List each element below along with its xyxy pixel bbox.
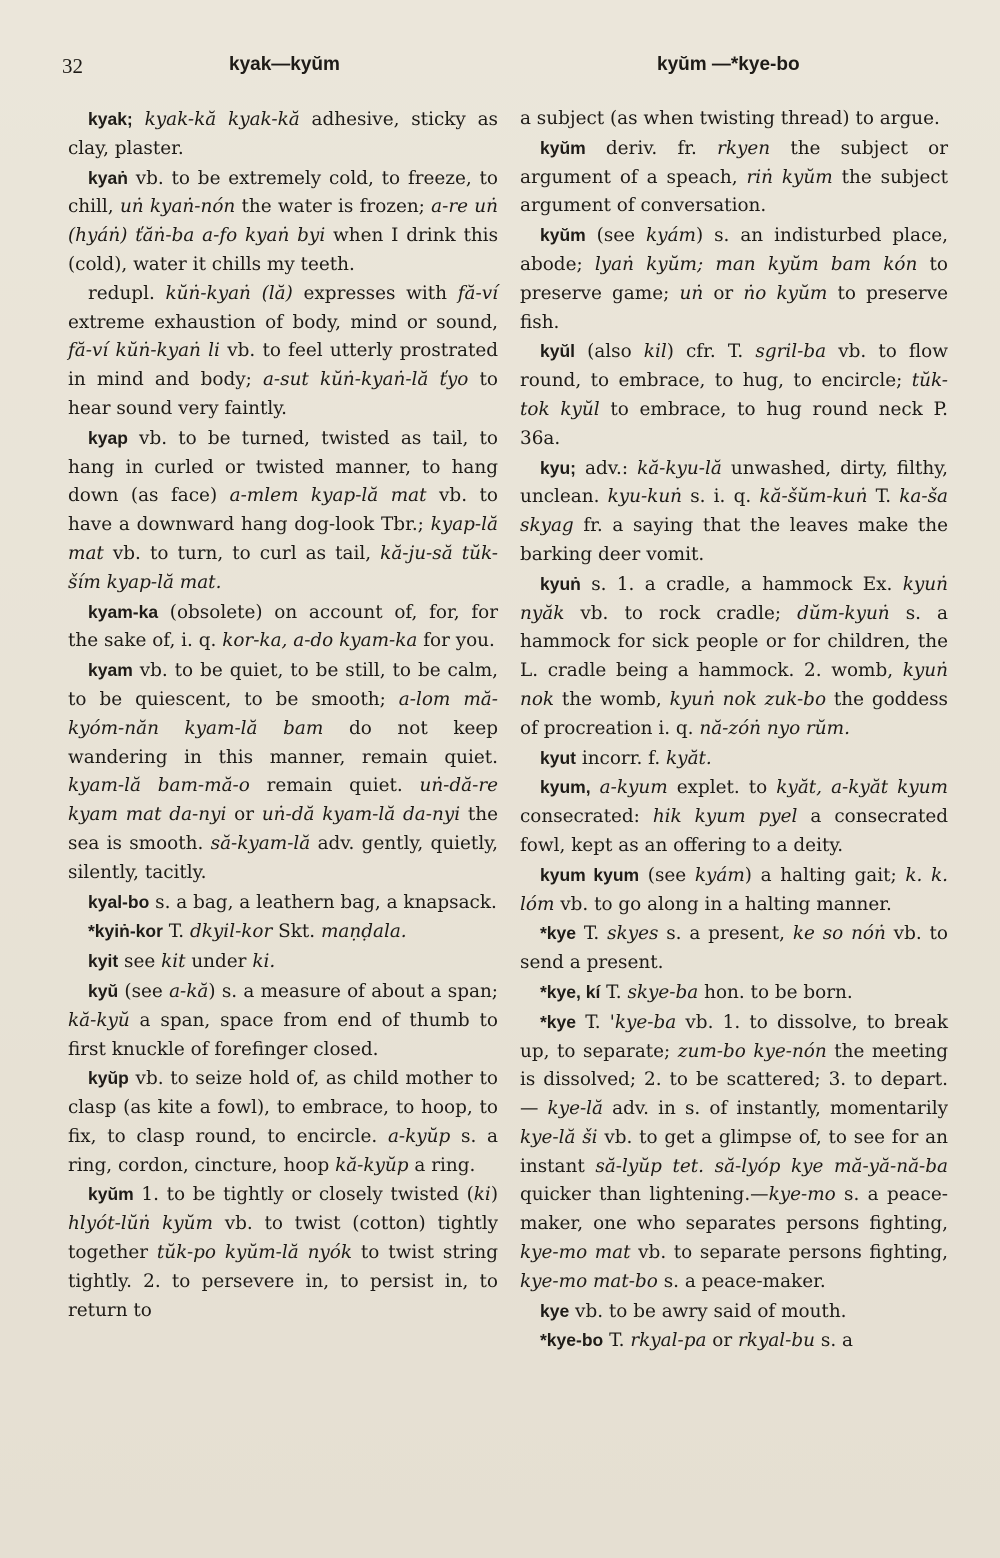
italic-term: maṇḍala. [320, 921, 407, 943]
headword: kyu; [540, 457, 576, 478]
italic-term: dkyil-kor [190, 921, 273, 943]
italic-term: k. k. lóm [520, 864, 949, 915]
entry-text: redupl. [88, 282, 166, 304]
italic-term: kă-šŭm-kuṅ [759, 486, 868, 508]
entry-text: (see [639, 864, 695, 886]
entry-text: the subject or argument of a speach, [520, 137, 948, 188]
right-guide-word: kyŭm —*kye-bo [657, 54, 800, 75]
italic-term: tŭk-po kyŭm-lă nyók [156, 1242, 353, 1264]
italic-term: a-lom mă-kyóm-năn kyam-lă bam [68, 688, 498, 739]
entry-text: unwashed, dirty, filthy, unclean. [520, 457, 948, 508]
dictionary-entry [68, 280, 498, 424]
entry-text: under [185, 951, 253, 973]
entry-text [591, 777, 600, 798]
italic-term: lyaṅ kyŭm; man kyŭm bam kón [594, 253, 918, 275]
dictionary-entry [68, 105, 498, 164]
entry-text: adhesive, sticky as clay, plaster. [68, 109, 498, 159]
dictionary-entry [520, 861, 948, 920]
dictionary-entry [68, 917, 498, 947]
italic-term: uṅ-dă kyam-lă da-nyi [261, 804, 461, 826]
entry-text: T. [162, 921, 190, 943]
italic-term: kă-kyŭp [335, 1154, 409, 1176]
italic-term: ṅo kyŭm [743, 282, 828, 304]
entry-text: (see [118, 980, 170, 1002]
entry-text: expresses with [292, 282, 458, 304]
italic-term: hik kyum pyel [652, 806, 798, 828]
dictionary-entry [520, 454, 948, 570]
italic-term: kyak-kă kyak-kă [144, 109, 300, 130]
italic-term: ke so nóṅ [792, 923, 886, 945]
italic-term: a-re uṅ (hyáṅ) ťăṅ-ba a-fo kyaṅ byi [68, 196, 499, 247]
italic-term: a-kyŭp [387, 1125, 451, 1147]
italic-term: kye-lă [547, 1098, 604, 1120]
dictionary-entry [520, 919, 948, 978]
entry-text: vb. to seize hold of, as child mother to clasp (as kite a fowl), to embrace, to hoop, to fix, to clasp round, to encircle. [68, 1068, 498, 1147]
entry-text: quicker than lightening.— [520, 1184, 769, 1206]
italic-term: kă-kyŭ [68, 1009, 130, 1031]
entry-text: a subject (as when twisting thread) to argue. [520, 108, 940, 129]
headword: kyap [88, 427, 128, 448]
headword: kyuṅ [540, 573, 581, 594]
italic-term: kye-mo mat [520, 1242, 631, 1264]
entry-text: adv.: [575, 457, 638, 479]
entry-text: s. i. q. [682, 486, 760, 508]
italic-term: kyám [646, 225, 696, 247]
left-column [68, 105, 498, 1325]
entry-text: to embrace, to hug round neck P. 36a. [520, 398, 948, 449]
entry-text: T. [603, 1330, 631, 1352]
italic-term: ka-ša skyag [520, 486, 948, 537]
entry-text: vb. to separate persons fighting, [630, 1242, 948, 1264]
headword: kyum kyum [540, 864, 640, 885]
dictionary-entry [520, 337, 948, 453]
italic-term: kyam-lă bam-mă-o [68, 775, 250, 797]
page-number: 32 [62, 54, 83, 78]
italic-term: riṅ kyŭm [746, 166, 833, 188]
entry-text: incorr. f. [575, 747, 667, 769]
italic-term: rkyen [717, 137, 771, 159]
entry-text: T. [576, 923, 608, 945]
entry-text: ) a halting gait; [744, 864, 906, 886]
italic-term: kil [643, 341, 667, 363]
entry-text: to twist string tightly. 2. to persevere in, to persist in, to return to [68, 1242, 498, 1321]
headword: *kye-bo [540, 1330, 604, 1351]
dictionary-entry [520, 1008, 948, 1297]
entry-text: consecrated: [520, 806, 653, 828]
italic-term: uṅ [679, 282, 704, 304]
entry-text: s. a ring, cordon, cincture, hoop [68, 1125, 498, 1176]
dictionary-entry [68, 164, 498, 280]
entry-text: s. a [815, 1330, 853, 1352]
entry-text: ) s. a measure of about a span; [208, 980, 498, 1002]
italic-term: kyuṅ nyăk [520, 573, 948, 624]
italic-term: să-kyam-lă [210, 832, 311, 854]
headword: kyam [88, 660, 133, 681]
italic-term: nă-zóṅ nyo rŭm. [699, 717, 850, 739]
italic-term: rkyal-pa [630, 1330, 707, 1352]
entry-text: to hear sound very faintly. [68, 369, 498, 419]
headword: kyŭm [88, 1184, 134, 1205]
entry-text: when I drink this (cold), water it chills my teeth. [68, 225, 499, 275]
entry-text: explet. to [667, 777, 777, 799]
italic-term: a-mlem kyap-lă mat [229, 485, 427, 507]
entry-text: ) cfr. T. [666, 341, 756, 363]
entry-text: ) s. an indisturbed place, abode; [520, 225, 948, 275]
dictionary-entry [68, 424, 498, 598]
dictionary-entry [520, 1297, 948, 1327]
headword: *kye [540, 923, 577, 944]
italic-term: kyăt, a-kyăt kyum [776, 777, 948, 799]
entry-text: vb. to rock cradle; [564, 602, 798, 624]
italic-term: kye-mo mat-bo [520, 1270, 658, 1292]
italic-term: kyuṅ nok zuk-bo [669, 688, 827, 710]
headword: kyam-ka [88, 601, 159, 622]
headword: kyŭl [540, 341, 576, 362]
italic-term: hlyót-lŭṅ kyŭm [68, 1213, 213, 1235]
dictionary-entry [68, 888, 498, 918]
entry-text: (obsolete) on account of, for, for the sake of, i. q. [68, 601, 498, 652]
entry-text: ) [490, 1184, 498, 1206]
italic-term: dŭm-kyuṅ [797, 602, 890, 624]
italic-term: tŭk-tok kyŭl [520, 370, 948, 420]
italic-term: 'kye-ba [609, 1011, 677, 1033]
italic-term: fă-ví [457, 282, 499, 304]
headword: kyŭ [88, 980, 119, 1001]
dictionary-entry [68, 598, 498, 657]
right-column [520, 105, 948, 1356]
dictionary-entry [520, 978, 948, 1008]
dictionary-entry [68, 947, 498, 977]
entry-text: do not keep wandering in this manner, remain quiet. [68, 717, 499, 768]
dictionary-entry [520, 1326, 948, 1356]
entry-text: adv. gently, quietly, silently, tacitly. [68, 832, 498, 883]
italic-term: kyuṅ nok [520, 660, 948, 710]
dictionary-entry [520, 744, 948, 774]
entry-text: vb. to flow round, to embrace, to hug, to encircle; [520, 341, 948, 392]
entry-text: or [706, 1330, 739, 1352]
italic-term: skyes [607, 923, 659, 945]
italic-term: kă-kyu-lă [637, 457, 722, 479]
entry-text: the meeting is dissolved; 2. to be scattered; 3. to depart. — [520, 1040, 948, 1120]
entry-text: T. [600, 981, 628, 1003]
headword: kyut [540, 747, 576, 768]
italic-term: să-lyŭp tet. să-lyóp kye mă-yă-nă-ba [595, 1155, 948, 1177]
entry-text: for you. [417, 630, 495, 652]
entry-text: the womb, [554, 688, 670, 710]
italic-term: ki. [252, 951, 276, 973]
italic-term: ki [473, 1184, 491, 1206]
entry-text: fr. a saying that the leaves make the barking deer vomit. [520, 515, 948, 565]
entry-text: vb. to twist (cotton) tightly together [68, 1213, 498, 1264]
italic-term: kŭṅ-kyaṅ (lă) [165, 282, 293, 304]
entry-text: s. a hammock for sick people or for children, the L. cradle being a hammock. 2. womb, [520, 602, 948, 682]
dictionary-entry [520, 105, 948, 134]
italic-term: kor-ka, a-do kyam-ka [222, 630, 418, 652]
entry-text: vb. to be quiet, to be still, to be calm, to be quiescent, to be smooth; [68, 660, 498, 710]
italic-term: rkyal-bu [738, 1330, 816, 1352]
headword: kyak; [88, 109, 133, 129]
entry-text: a ring. [408, 1154, 476, 1176]
italic-term: sgril-ba [755, 341, 827, 363]
entry-text: vb. to get a glimpse of, to see for an instant [520, 1126, 948, 1177]
italic-term: kit [161, 951, 186, 973]
entry-text: vb. to turn, to curl as tail, [103, 542, 381, 564]
entry-text: vb. to be turned, twisted as tail, to hang in curled or twisted manner, to hang down (as face) [68, 427, 498, 507]
headword: kyum, [540, 777, 591, 798]
italic-term: kye-mo [768, 1184, 836, 1206]
entry-text: a consecrated fowl, kept as an offering to a deity. [520, 806, 948, 856]
dictionary-entry [520, 134, 948, 221]
entry-text: hon. to be born. [698, 981, 853, 1003]
entry-text: to preserve game; [520, 253, 949, 304]
entry-text: Skt. [272, 921, 321, 943]
italic-term: a-sut kŭṅ-kyaṅ-lă ťyo [262, 369, 469, 391]
entry-text [133, 109, 145, 130]
italic-term: uṅ kyaṅ-nón [119, 196, 236, 218]
entry-text: adv. in s. of instantly, momentarily [603, 1098, 948, 1120]
entry-text: T. [576, 1011, 610, 1033]
entry-text: to preserve fish. [520, 282, 948, 333]
dictionary-entry [68, 1180, 498, 1325]
dictionary-entry [68, 1064, 498, 1180]
italic-term: zum-bo kye-nón [677, 1040, 827, 1062]
italic-term: a-kyum [599, 777, 668, 799]
headword: kye [540, 1300, 570, 1321]
entry-text: s. a bag, a leathern bag, a knapsack. [149, 891, 497, 913]
headword: kyŭm [540, 137, 586, 158]
entry-text: extreme exhaustion of body, mind or sound, [68, 311, 498, 333]
left-guide-word: kyak—kyŭm [229, 54, 340, 75]
headword: kyit [88, 951, 119, 972]
entry-text: the goddess of procreation i. q. [520, 688, 948, 739]
italic-term: a-kă [169, 980, 209, 1002]
entry-text: (also [575, 341, 644, 363]
italic-term: kyap-lă mat [68, 514, 498, 564]
entry-text: vb. 1. to dissolve, to break up, to separate; [520, 1011, 948, 1062]
entry-text: s. a present, [658, 923, 793, 945]
entry-text: s. 1. a cradle, a hammock Ex. [580, 573, 903, 595]
entry-text: vb. to be awry said of mouth. [569, 1300, 847, 1322]
headword: *kye [540, 1011, 577, 1032]
entry-text: remain quiet. [249, 775, 420, 797]
entry-text: (see [585, 225, 647, 247]
headword: kyŭp [88, 1068, 129, 1089]
running-header [62, 54, 938, 84]
dictionary-entry [68, 977, 498, 1064]
italic-term: kyăt. [666, 747, 712, 769]
entry-text: vb. to have a downward hang dog-look Tbr.; [68, 485, 498, 536]
italic-term: uṅ-dă-re kyam mat da-nyi [68, 775, 499, 826]
entry-text: the subject argument of conversation. [520, 166, 948, 217]
headword: kyaṅ [88, 167, 128, 188]
entry-text: or [703, 282, 744, 304]
entry-text: 1. to be tightly or closely twisted ( [133, 1184, 474, 1206]
entry-text: or [226, 804, 262, 826]
entry-text: vb. to go along in a halting manner. [554, 893, 892, 915]
italic-term: kye-lă ši [520, 1126, 598, 1148]
dictionary-entry [520, 221, 948, 337]
italic-term: fă-ví kŭṅ-kyaṅ li [68, 340, 220, 362]
entry-text: a span, space from end of thumb to first knuckle of forefinger closed. [68, 1009, 498, 1060]
dictionary-entry [68, 656, 498, 887]
entry-text: vb. to feel utterly prostrated in mind and body; [68, 340, 498, 391]
headword: kyŭm [540, 225, 586, 246]
entry-text: s. a peace-maker. [657, 1270, 826, 1292]
italic-term: kyám [694, 864, 745, 886]
italic-term: kyu-kuṅ [607, 486, 683, 508]
entry-text: the water is frozen; [235, 196, 432, 218]
entry-text: deriv. fr. [585, 137, 718, 159]
italic-term: skye-ba [627, 981, 699, 1003]
entry-text: vb. to be extremely cold, to freeze, to chill, [68, 167, 498, 218]
entry-text: T. [867, 486, 900, 508]
headword: *kyiṅ-kor [88, 921, 163, 942]
entry-text: vb. to send a present. [520, 923, 948, 974]
entry-text: s. a peace-maker, one who separates persons fighting, [520, 1184, 948, 1235]
entry-text: see [118, 951, 162, 973]
dictionary-entry [520, 773, 948, 860]
italic-term: kă-ju-să tŭk-ším kyap-lă mat. [68, 542, 498, 593]
dictionary-entry [520, 570, 948, 744]
headword: *kye, kí [540, 981, 601, 1002]
entry-text: the sea is smooth. [68, 804, 498, 854]
headword: kyal-bo [88, 891, 150, 912]
